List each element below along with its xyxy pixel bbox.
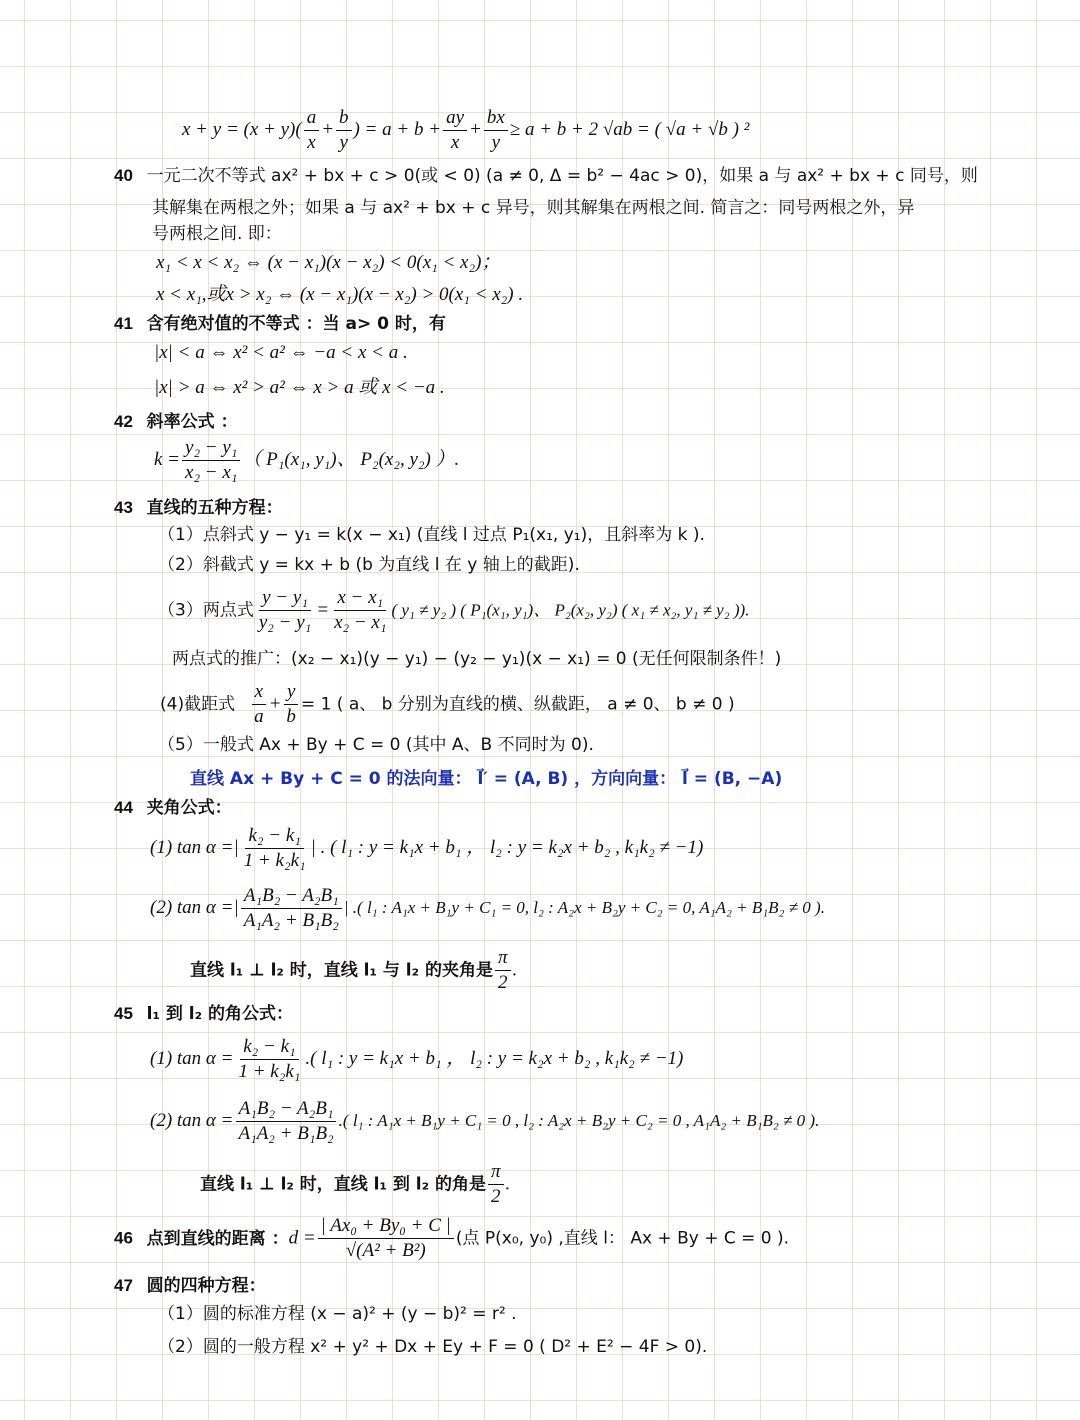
fraction [256,586,314,635]
section-number: 46 [114,1228,133,1248]
denominator: A₁A₂ + B₁B₂ [243,910,339,931]
formula-text: .( l₁ : A₁x + B₁y + C₁ = 0 , l₂ : A₂x + B₂y + C₂ = 0 , A₁A₂ + B₁B₂ ≠ 0 ). [338,1110,820,1130]
formula-text: ( y₁ ≠ y₂ ) ( P₁(x₁, y₁)、 P₂(x₂, y₂) ( x₁ ≠ x₂, y₁ ≠ y₂ )). [391,600,750,620]
section-text: 一元二次不等式 ax² + bx + c > 0(或 < 0) (a ≠ 0, Δ = b² − 4ac > 0)，如果 a 与 ax² + bx + c 同号，则 [146,166,978,186]
formula-text: = [316,599,330,621]
numerator: ay [443,106,467,131]
section-41-line-3: |x| > a ⇔ x² > a² ⇔ x > a 或 x < −a . [154,377,445,398]
fraction [488,1160,504,1209]
section-42-title [114,410,238,434]
section-number: 47 [114,1276,133,1295]
section-40-line-3: 号两根之间. 即： [152,224,282,244]
denominator: 2 [491,1186,501,1207]
denominator: y [491,132,501,153]
formula-text: | . ( l₁ : y = k₁x + b₁ ， l₂ : y = k₂x + b₂ , k₁k₂ ≠ −1) [310,836,704,858]
circle-standard-equation: （1）圆的标准方程 (x − a)² + (y − b)² = r² . [158,1304,517,1324]
fraction [235,1035,303,1084]
section-heading: 含有绝对值的不等式 ：当 a> 0 时，有 [146,314,446,334]
fraction [251,680,267,729]
denominator: x [307,132,316,153]
denominator: x₂ − x₁ [185,462,238,483]
perpendicular-note-45 [200,1160,510,1209]
angle-to-formula-1 [150,1035,683,1084]
fraction [241,824,309,873]
numerator: y [284,680,298,705]
section-41-line-2: |x| < a ⇔ x² < a² ⇔ −a < x < a . [154,342,408,363]
section-43-title [114,496,283,520]
numerator: π [488,1160,504,1185]
angle-to-formula-2 [150,1097,819,1146]
formula-text: （ P₁(x₁, y₁)、 P₂(x₂, y₂) ）. [242,448,460,470]
numerator: b [336,106,352,131]
formula-text: . [512,959,518,981]
numerator: y₂ − y₁ [182,436,240,461]
intercept-form [160,680,735,729]
section-40-line-1 [114,164,978,188]
fraction [495,946,511,995]
fraction [304,106,320,155]
formula-text: + [469,118,482,140]
included-angle-formula-2 [150,884,825,933]
section-heading: 夹角公式： [146,798,232,818]
fraction [443,106,467,155]
note-text: 直线 l₁ ⊥ l₂ 时，直线 l₁ 与 l₂ 的夹角是 [190,960,493,981]
numerator: x − x₁ [334,586,386,611]
form-label: （3）两点式 [158,600,254,621]
general-form: （5）一般式 Ax + By + C = 0 (其中 A、B 不同时为 0). [158,735,594,755]
two-point-form [158,586,749,635]
formula-text: . [505,1173,511,1195]
section-heading: l₁ 到 l₂ 的角公式： [146,1004,293,1024]
numerator: bx [484,106,508,131]
section-number: 45 [114,1004,133,1023]
section-heading: 直线的五种方程： [146,498,283,518]
formula-text: (1) tan α = [150,1047,234,1069]
section-40-line-4: x₁ < x < x₂ ⇔ (x − x₁)(x − x₂) < 0(x₁ < x₂)； [156,252,501,273]
denominator: A₁A₂ + B₁B₂ [238,1123,334,1144]
formula-text: | .( l₁ : A₁x + B₁y + C₁ = 0, l₂ : A₂x + B₂y + C₂ = 0, A₁A₂ + B₁B₂ ≠ 0 ). [343,897,825,917]
formula-text: d = [288,1227,316,1249]
point-slope-form: （1）点斜式 y − y₁ = k(x − x₁) (直线 l 过点 P₁(x₁, y₁)，且斜率为 k ). [158,525,705,545]
formula-text: ) = a + b + [353,118,442,140]
section-40-line-5: x < x₁,或x > x₂ ⇔ (x − x₁)(x − x₂) > 0(x₁ < x₂) . [156,284,524,305]
denominator: 1 + k₂k₁ [243,850,306,871]
section-number: 41 [114,314,133,333]
numerator: π [495,946,511,971]
fraction [241,884,342,933]
note-text: 直线 l₁ ⊥ l₂ 时，直线 l₁ 到 l₂ 的角是 [200,1174,486,1195]
slope-intercept-form: （2）斜截式 y = kx + b (b 为直线 l 在 y 轴上的截距). [158,555,580,575]
section-number: 43 [114,498,133,517]
circle-general-equation: （2）圆的一般方程 x² + y² + Dx + Ey + F = 0 ( D² + E² − 4F > 0). [158,1337,708,1357]
normal-direction-vector: 直线 Ax + By + C = 0 的法向量： l⃗′ = (A, B) ，方向向量： l⃗ = (B, −A) [190,769,783,789]
slope-formula [154,436,459,485]
fraction [331,586,389,635]
form-label: (4)截距式 [160,694,236,715]
section-number: 42 [114,412,133,431]
numerator: k₂ − k₁ [240,1035,298,1060]
denominator: x [450,132,460,153]
fraction [235,1097,336,1146]
section-41-title [114,312,446,336]
formula-text: (点 P(x₀, y₀) ,直线 l： Ax + By + C = 0 ). [455,1228,790,1249]
perpendicular-note-44 [190,946,517,995]
formula-text: + [321,118,335,140]
two-point-generalization: 两点式的推广：(x₂ − x₁)(y − y₁) − (y₂ − y₁)(x − x₁) = 0 (无任何限制条件！) [172,649,782,669]
section-40-line-2: 其解集在两根之外；如果 a 与 ax² + bx + c 异号，则其解集在两根之间. 简言之：同号两根之外，异 [152,198,915,218]
section-45-title [114,1002,293,1026]
numerator: x [252,680,266,705]
section-46 [114,1214,789,1263]
section-44-title [114,796,232,820]
fraction [318,1214,454,1263]
denominator: a [254,706,264,727]
included-angle-formula-1 [150,824,703,873]
denominator: 2 [498,972,508,993]
formula-text: (2) tan α = [150,1109,234,1131]
section-heading: 点到直线的距离 ： [146,1228,289,1249]
formula-text: x + y = (x + y)( [182,118,302,140]
section-number: 44 [114,798,133,817]
denominator: √(A² + B²) [345,1240,426,1261]
fraction [182,436,240,485]
denominator: 1 + k₂k₁ [238,1061,301,1082]
denominator: x₂ − x₁ [334,612,387,633]
formula-text: ≥ a + b + 2 √ab = ( √a + √b ) ² [509,118,750,140]
section-heading: 圆的四种方程： [146,1276,266,1296]
denominator: y [339,132,348,153]
numerator: k₂ − k₁ [245,824,303,849]
formula-text: = 1 ( a、 b 分别为直线的横、纵截距， a ≠ 0、 b ≠ 0 ) [300,694,735,715]
formula-text: (1) tan α =| [150,836,239,858]
fraction [484,106,508,155]
fraction [336,106,352,155]
formula-text: (2) tan α =| [150,896,239,918]
numerator: y − y₁ [259,586,311,611]
numerator: A₁B₂ − A₂B₁ [236,1097,337,1122]
section-47-title [114,1274,266,1298]
denominator: b [286,706,296,727]
section-number: 40 [114,166,133,185]
section-heading: 斜率公式 ： [146,412,238,432]
denominator: y₂ − y₁ [258,612,312,633]
fraction [283,680,299,729]
formula-text: + [268,693,282,715]
formula-39 [182,106,749,155]
numerator: A₁B₂ − A₂B₁ [241,884,342,909]
numerator: a [304,106,320,131]
formula-text: k = [154,448,181,470]
formula-text: .( l₁ : y = k₁x + b₁ ， l₂ : y = k₂x + b₂ , k₁k₂ ≠ −1) [305,1047,684,1069]
numerator: | Ax₀ + By₀ + C | [318,1214,454,1239]
